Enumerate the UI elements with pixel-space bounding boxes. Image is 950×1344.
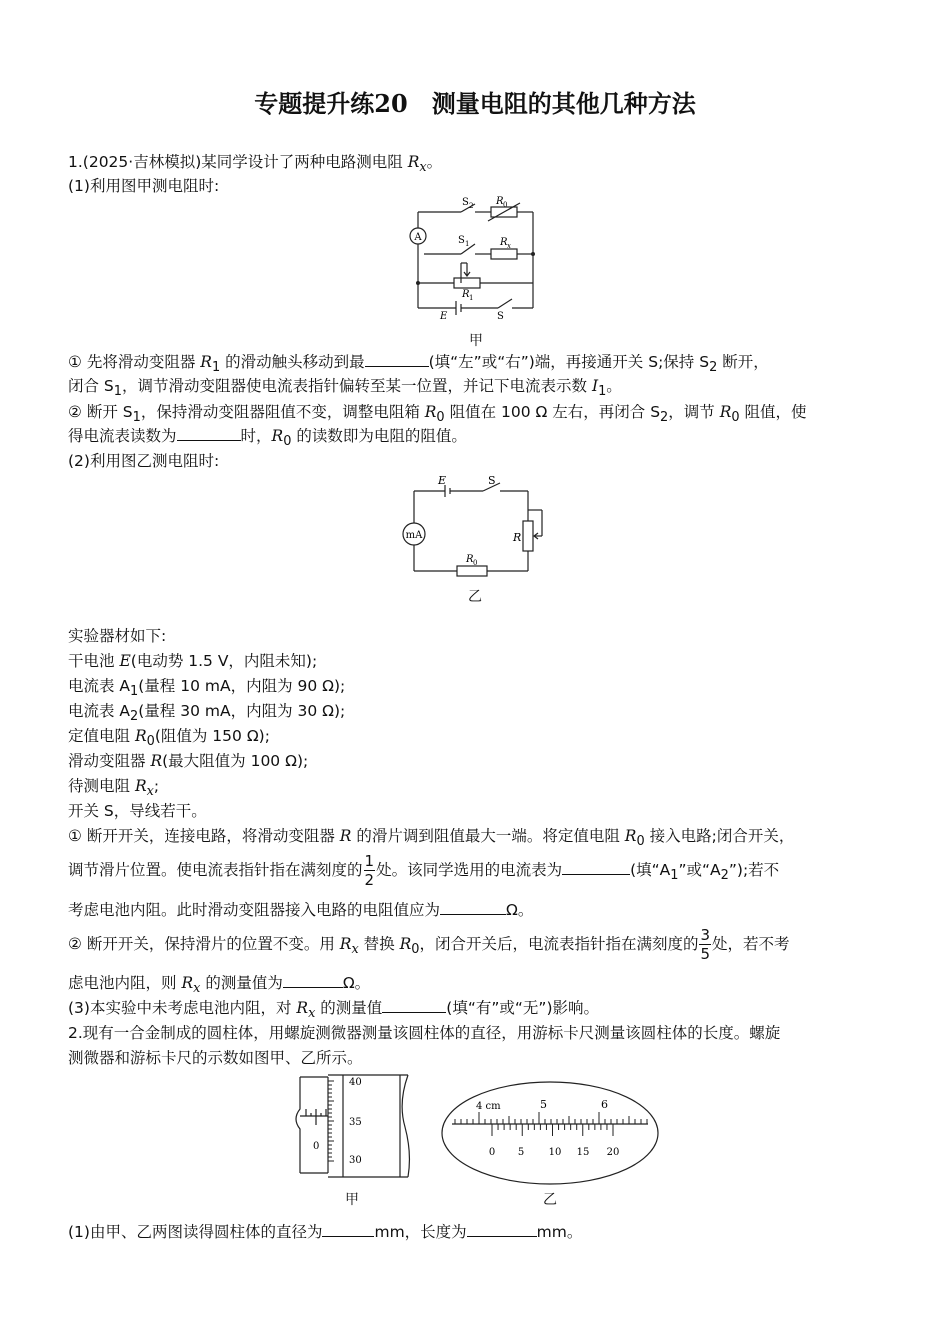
svg-text:5: 5 bbox=[517, 1147, 525, 1158]
q2-part1: (1)由甲、乙两图读得圆柱体的直径为 mm，长度为 mm。 bbox=[68, 1223, 583, 1241]
q2-line2: 测微器和游标卡尺的示数如图甲、乙所示。 bbox=[68, 1049, 363, 1067]
equipment-battery: 干电池 E(电动势 1.5 V，内阻未知); bbox=[68, 652, 318, 670]
circuit-diagram-jia bbox=[408, 195, 538, 325]
equipment-header: 实验器材如下: bbox=[68, 627, 167, 645]
svg-text:E: E bbox=[438, 474, 447, 487]
answer-blank-length[interactable] bbox=[467, 1222, 537, 1237]
svg-text:R: R bbox=[500, 237, 508, 248]
answer-blank-diameter[interactable] bbox=[322, 1222, 374, 1237]
equipment-ammeter-a2: 电流表 $A_2$(量程 30 mA，内阻为 30 Ω); bbox=[68, 702, 346, 725]
svg-text:0: 0 bbox=[313, 1141, 320, 1152]
fraction-three-fifths: $\frac{3}{5}$ bbox=[700, 926, 711, 963]
q1-step4-line1: ② 断开开关，保持滑片的位置不变。用 $R_x$ 替换 $R_0$，闭合开关后，电流表指针指在满刻度的 $\frac{3}{5}$ 处，若不考 bbox=[68, 926, 790, 963]
equipment-unknown-resistor: 待测电阻 $R_x$; bbox=[68, 777, 160, 800]
svg-text:10: 10 bbox=[548, 1147, 562, 1158]
svg-text:S: S bbox=[462, 197, 469, 208]
q1-step3-line1: ① 断开开关，连接电路，将滑动变阻器 R 的滑片调到阻值最大一端。将定值电阻 $R_0$ 接入电路;闭合开关， bbox=[68, 827, 795, 850]
svg-text:4 cm: 4 cm bbox=[476, 1101, 501, 1112]
q1-step3-line2: 调节滑片位置。使电流表指针指在满刻度的 $\frac{1}{2}$ 处。该同学选用的电流表为 (填“$A_1$”或“$A_2$”);若不 bbox=[68, 852, 780, 889]
vernier-caliper-caption: 乙 bbox=[543, 1192, 557, 1208]
fraction-one-half: $\frac{1}{2}$ bbox=[364, 852, 375, 889]
answer-blank-5[interactable] bbox=[283, 973, 343, 988]
svg-text:E: E bbox=[440, 311, 448, 322]
micrometer-caption: 甲 bbox=[345, 1192, 359, 1208]
svg-text:0: 0 bbox=[473, 559, 478, 567]
svg-text:15: 15 bbox=[576, 1147, 590, 1158]
q2-line1: 2.现有一合金制成的圆柱体，用螺旋测微器测量该圆柱体的直径，用游标卡尺测量该圆柱体的长度。螺旋 bbox=[68, 1024, 781, 1042]
equipment-fixed-resistor: 定值电阻 $R_0$(阻值为 150 Ω); bbox=[68, 727, 270, 750]
q1-header: 1.(2025·吉林模拟)某同学设计了两种电路测电阻 $R_x$。 bbox=[68, 153, 443, 176]
svg-text:x: x bbox=[507, 242, 511, 250]
svg-text:mA: mA bbox=[405, 530, 423, 541]
svg-text:R: R bbox=[513, 531, 522, 544]
svg-text:0: 0 bbox=[503, 201, 508, 209]
q1-step1-line2: 闭合 $S_1$，调节滑动变阻器使电流表指针偏转至某一位置，并记下电流表示数 $I_1$。 bbox=[68, 377, 622, 400]
figure-caption-yi: 乙 bbox=[468, 589, 482, 605]
equipment-ammeter-a1: 电流表 $A_1$(量程 10 mA，内阻为 90 Ω); bbox=[68, 677, 346, 700]
vernier-caliper-figure bbox=[440, 1080, 662, 1186]
q1-part1: (1)利用图甲测电阻时: bbox=[68, 177, 220, 195]
svg-text:40: 40 bbox=[349, 1077, 362, 1088]
q1-step2-line1: ② 断开 $S_1$，保持滑动变阻器阻值不变，调整电阻箱 $R_0$ 阻值在 100 Ω 左右，再闭合 $S_2$，调节 $R_0$ 阻值，使 bbox=[68, 403, 807, 426]
answer-blank-1[interactable] bbox=[365, 352, 429, 367]
answer-blank-2[interactable] bbox=[177, 426, 241, 441]
q1-part3: (3)本实验中未考虑电池内阻，对 $R_x$ 的测量值 (填“有”或“无”)影响。 bbox=[68, 999, 599, 1022]
page-title: 专题提升练20 测量电阻的其他几种方法 bbox=[254, 89, 696, 118]
svg-text:0: 0 bbox=[488, 1147, 496, 1158]
svg-text:A: A bbox=[414, 232, 422, 243]
svg-text:2: 2 bbox=[469, 202, 474, 210]
answer-blank-4[interactable] bbox=[440, 900, 506, 915]
q1-step1-line1: ① 先将滑动变阻器 $R_1$ 的滑动触头移动到最 (填“左”或“右”)端，再接通开关 S;保持 $S_2$ 断开， bbox=[68, 353, 769, 376]
q1-step4-line2: 虑电池内阻，则 $R_x$ 的测量值为 Ω。 bbox=[68, 974, 371, 997]
micrometer-figure bbox=[288, 1073, 418, 1185]
circuit-diagram-yi bbox=[400, 474, 550, 578]
svg-text:R: R bbox=[462, 289, 470, 300]
svg-text:1: 1 bbox=[469, 294, 474, 302]
svg-text:R: R bbox=[466, 554, 474, 565]
q1-part2: (2)利用图乙测电阻时: bbox=[68, 452, 220, 470]
svg-text:35: 35 bbox=[349, 1117, 362, 1128]
equipment-rheostat: 滑动变阻器 R(最大阻值为 100 Ω); bbox=[68, 752, 309, 770]
svg-text:S: S bbox=[497, 311, 504, 322]
svg-text:30: 30 bbox=[349, 1155, 362, 1166]
svg-text:5: 5 bbox=[540, 1098, 547, 1111]
svg-text:6: 6 bbox=[601, 1098, 608, 1111]
svg-text:S: S bbox=[458, 235, 465, 246]
q1-step3-line3: 考虑电池内阻。此时滑动变阻器接入电路的电阻值应为 Ω。 bbox=[68, 901, 534, 919]
answer-blank-6[interactable] bbox=[382, 998, 446, 1013]
equipment-switch: 开关 S，导线若干。 bbox=[68, 802, 207, 820]
figure-caption-jia: 甲 bbox=[469, 333, 483, 349]
svg-text:1: 1 bbox=[465, 240, 470, 248]
svg-text:20: 20 bbox=[606, 1147, 620, 1158]
q1-step2-line2: 得电流表读数为 时，$R_0$ 的读数即为电阻的阻值。 bbox=[68, 427, 467, 450]
svg-text:S: S bbox=[488, 474, 496, 487]
answer-blank-3[interactable] bbox=[562, 860, 630, 875]
svg-text:R: R bbox=[496, 196, 504, 207]
